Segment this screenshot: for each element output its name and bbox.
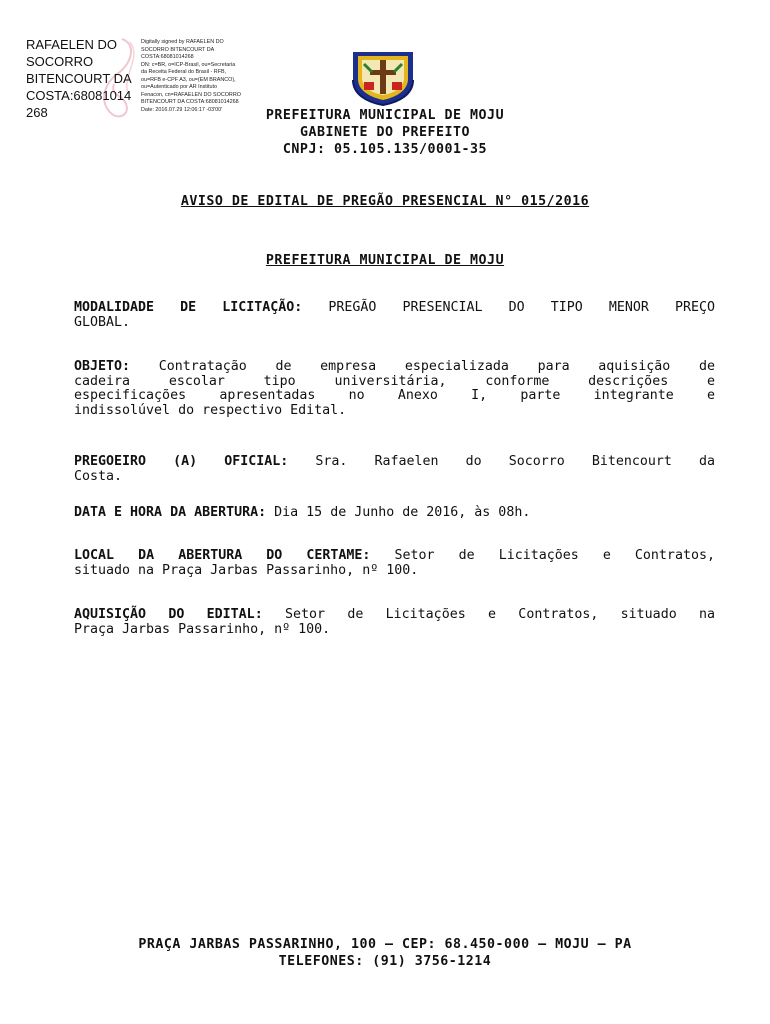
modalidade-value: PREGÃO PRESENCIAL DO TIPO MENOR PREÇO bbox=[328, 300, 715, 315]
modalidade-value: GLOBAL. bbox=[74, 314, 131, 330]
signature-detail-line: ou=Autenticado por AR Instituto bbox=[141, 84, 217, 90]
aviso-title: AVISO DE EDITAL DE PREGÃO PRESENCIAL N° 015/2016 bbox=[180, 194, 590, 209]
objeto-text: cadeira escolar tipo universitária, conforme descrições e bbox=[74, 373, 715, 389]
pregoeiro-value: Sra. Rafaelen do Socorro Bitencourt da bbox=[315, 454, 715, 469]
signature-detail-line: DN: c=BR, o=ICP-Brasil, ou=Secretaria bbox=[141, 61, 236, 68]
signature-detail-line: Digitally signed by RAFAELEN DO bbox=[141, 39, 224, 45]
footer-phone: TELEFONES: (91) 3756-1214 bbox=[278, 954, 492, 969]
local-value: Setor de Licitações e Contratos, bbox=[394, 548, 715, 563]
data-hora-section bbox=[74, 506, 715, 521]
signature-detail-line: Fenacon, cn=RAFAELEN DO SOCORRO bbox=[141, 91, 241, 98]
header-cnpj: CNPJ: 05.105.135/0001-35 bbox=[282, 142, 488, 157]
local-value: situado na Praça Jarbas Passarinho, nº 100. bbox=[74, 562, 419, 578]
local-section bbox=[74, 549, 715, 578]
objeto-text: indissolúvel do respectivo Edital. bbox=[74, 402, 347, 418]
signer-name-line: BITENCOURT DA bbox=[26, 71, 132, 86]
local-label: LOCAL DA ABERTURA DO CERTAME: bbox=[74, 548, 371, 563]
header-gabinete: GABINETE DO PREFEITO bbox=[299, 125, 471, 140]
signer-name-line: 268 bbox=[26, 105, 48, 120]
pregoeiro-label: PREGOEIRO (A) OFICIAL: bbox=[74, 454, 289, 469]
header-prefeitura: PREFEITURA MUNICIPAL DE MOJU bbox=[265, 108, 505, 123]
signer-name-line: RAFAELEN DO bbox=[26, 37, 118, 52]
aquisicao-value: Praça Jarbas Passarinho, nº 100. bbox=[74, 621, 331, 637]
coat-of-arms-icon bbox=[350, 50, 416, 106]
objeto-label: OBJETO: bbox=[74, 359, 131, 374]
signature-detail-line: SOCORRO BITENCOURT DA bbox=[141, 46, 215, 53]
signature-detail-line: ou=RFB e-CPF A3, ou=(EM BRANCO), bbox=[141, 76, 236, 83]
signature-details bbox=[141, 39, 253, 114]
aquisicao-label: AQUISIÇÃO DO EDITAL: bbox=[74, 607, 263, 622]
pregoeiro-value: Costa. bbox=[74, 468, 123, 484]
signature-detail-line: Date: 2016.07.29 12:06:17 -03'00' bbox=[141, 106, 223, 113]
objeto-section bbox=[74, 360, 715, 418]
signature-detail-line: COSTA:68081014268 bbox=[141, 54, 194, 60]
pregoeiro-section bbox=[74, 455, 715, 484]
objeto-text: Contratação de empresa especializada para aquisição de bbox=[158, 359, 715, 374]
subtitle: PREFEITURA MUNICIPAL DE MOJU bbox=[265, 253, 505, 268]
data-hora-label: DATA E HORA DA ABERTURA: bbox=[74, 505, 267, 520]
signer-name-line: COSTA:68081014 bbox=[26, 88, 132, 103]
signer-name-line: SOCORRO bbox=[26, 54, 94, 69]
aquisicao-value: Setor de Licitações e Contratos, situado na bbox=[285, 607, 716, 622]
modalidade-section bbox=[74, 301, 715, 330]
modalidade-label: MODALIDADE DE LICITAÇÃO: bbox=[74, 300, 303, 315]
signature-detail-line: da Receita Federal do Brasil - RFB, bbox=[141, 69, 227, 75]
data-hora-value: Dia 15 de Junho de 2016, às 08h. bbox=[274, 505, 531, 520]
aquisicao-section bbox=[74, 608, 715, 637]
objeto-text: especificações apresentadas no Anexo I, parte integrante e bbox=[74, 388, 715, 403]
footer-address: PRAÇA JARBAS PASSARINHO, 100 – CEP: 68.450-000 – MOJU – PA bbox=[138, 937, 632, 952]
signature-detail-line: BITENCOURT DA COSTA:68081014268 bbox=[141, 99, 239, 105]
